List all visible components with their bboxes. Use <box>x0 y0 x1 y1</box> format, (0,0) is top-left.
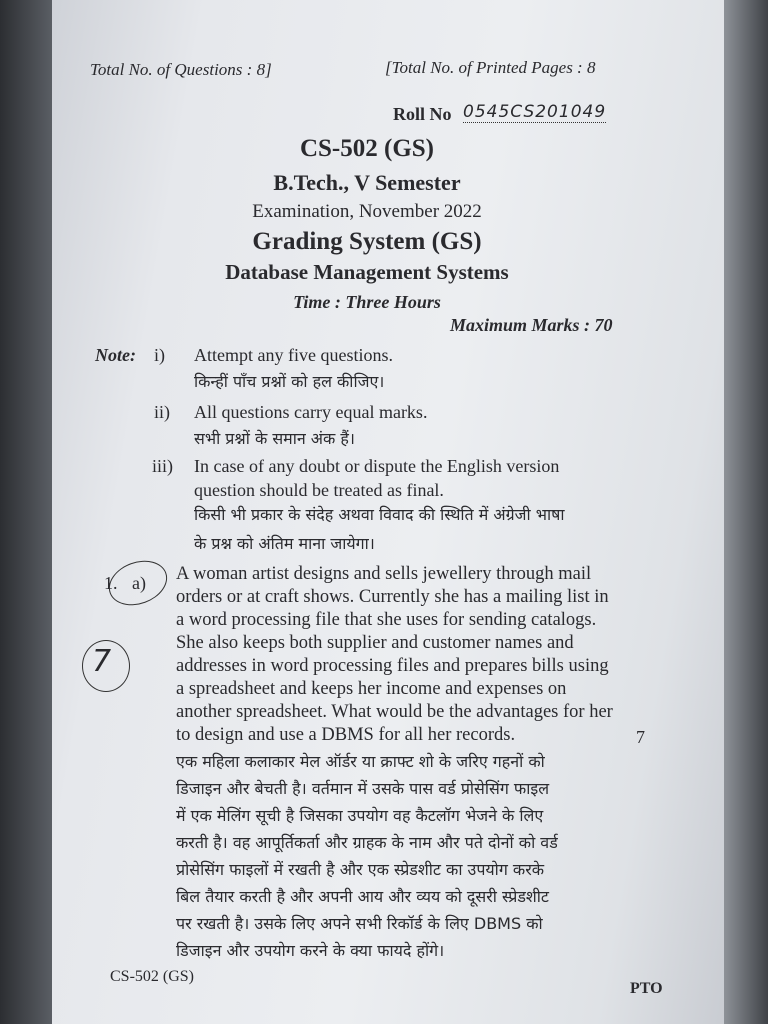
note-3-en-2: question should be treated as final. <box>194 480 444 500</box>
note-2-en: All questions carry equal marks. <box>194 402 428 422</box>
grading-system: Grading System (GS) <box>252 228 482 255</box>
note-2-hi: सभी प्रश्नों के समान अंक हैं। <box>194 429 355 448</box>
note-1-en: Attempt any five questions. <box>194 345 393 365</box>
course-code: CS-502 (GS) <box>299 135 435 162</box>
question-number: 1. <box>104 573 118 593</box>
note-num-1: i) <box>154 345 165 365</box>
footer-code: CS-502 (GS) <box>110 968 195 985</box>
q1-hi-line: बिल तैयार करती है और अपनी आय और व्यय को दूसरी स्प्रेडशीट <box>176 887 549 906</box>
question-marks: 7 <box>636 727 645 747</box>
note-num-3: iii) <box>152 456 173 476</box>
question-part: a) <box>132 573 146 593</box>
q1-en-line: a spreadsheet and keeps her income and expenses on <box>176 679 567 699</box>
handwritten-score: 7 <box>92 644 112 679</box>
q1-hi-line: एक महिला कलाकार मेल ऑर्डर या क्राफ्ट शो के जरिए गहनों को <box>176 752 545 771</box>
q1-hi-line: पर रखती है। उसके लिए अपने सभी रिकॉर्ड के लिए DBMS को <box>176 914 543 933</box>
note-1-hi: किन्हीं पाँच प्रश्नों को हल कीजिए। <box>194 372 385 391</box>
footer-pto: PTO <box>630 980 663 997</box>
q1-en-line: a word processing file that she uses for sending catalogs. <box>176 610 597 630</box>
note-3-en-1: In case of any doubt or dispute the English version <box>194 456 560 476</box>
q1-en-line: addresses in word processing files and prepares bills using <box>176 656 609 676</box>
exam-session: Examination, November 2022 <box>252 201 482 222</box>
q1-hi-line: डिजाइन और बेचती है। वर्तमान में उसके पास वर्ड प्रोसेसिंग फाइल <box>176 779 550 798</box>
q1-en-line: another spreadsheet. What would be the advantages for her <box>176 702 613 722</box>
max-marks: Maximum Marks : 70 <box>450 315 613 335</box>
page-edge-left <box>0 0 52 1024</box>
q1-en-line: to design and use a DBMS for all her records. <box>176 725 516 745</box>
q1-en-line: A woman artist designs and sells jewellery through mail <box>176 564 592 584</box>
note-num-2: ii) <box>154 402 170 422</box>
roll-label: Roll No <box>393 104 452 124</box>
total-pages: [Total No. of Printed Pages : 8 <box>385 58 596 77</box>
q1-en-line: orders or at craft shows. Currently she has a mailing list in <box>176 587 609 607</box>
note-3-hi-1: किसी भी प्रकार के संदेह अथवा विवाद की स्थिति में अंग्रेजी भाषा <box>194 505 565 524</box>
total-questions: Total No. of Questions : 8] <box>90 60 272 79</box>
program-title: B.Tech., V Semester <box>273 170 461 195</box>
q1-hi-line: करती है। वह आपूर्तिकर्ता और ग्राहक के नाम और पते दोनों को वर्ड <box>176 833 558 852</box>
q1-hi-line: में एक मेलिंग सूची है जिसका उपयोग वह कैटलॉग भेजने के लिए <box>176 806 544 825</box>
page-edge-right <box>724 0 768 1024</box>
time-allowed: Time : Three Hours <box>293 292 441 312</box>
roll-number: 0545CS201049 <box>463 102 607 122</box>
note-label: Note: <box>95 345 136 365</box>
note-3-hi-2: के प्रश्न को अंतिम माना जायेगा। <box>194 534 375 553</box>
q1-hi-line: प्रोसेसिंग फाइलों में रखती है और एक स्प्रेडशीट का उपयोग करके <box>176 860 545 879</box>
subject-title: Database Management Systems <box>225 260 509 284</box>
q1-en-line: She also keeps both supplier and customer names and <box>176 633 574 653</box>
q1-hi-line: डिजाइन और उपयोग करने के क्या फायदे होंगे। <box>176 941 445 960</box>
